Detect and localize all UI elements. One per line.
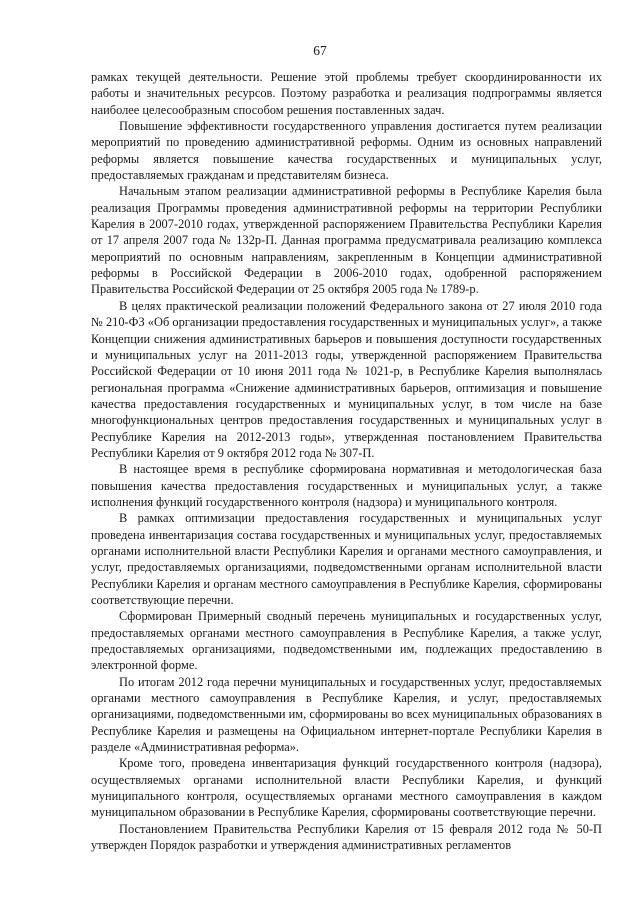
paragraph-federal-law-210: В целях практической реализации положений Федерального закона от 27 июля 2010 года № 210-ФЗ «Об организации предоставления государственных и муниципальных услуг», а также Концепции снижения административных барьеров и повышения доступности государственных и муниципальных услуг на 2011-2013 годы, утвержденной распоряжением Правительства Российской Федерации от 10 июня 2011 года № 1021-р, в Республике Карелия выполнялась региональная программа «Снижение административных барьеров, оптимизация и повышение качества предоставления государственных и муниципальных услуг, в том числе на базе многофункциональных центров предоставления государственных и муниципальных услуг в Республике Карелия на 2012-2013 годы», утвержденная постановлением Правительства Республики Карелия от 9 октября 2012 года № 307-П. (91, 298, 602, 460)
paragraph-regulations-order: Постановлением Правительства Республики Карелия от 15 февраля 2012 года № 50-П утвержден Порядок разработки и утверждения административных регламентов (91, 821, 602, 853)
paragraph-services-inventory: В рамках оптимизации предоставления государственных и муниципальных услуг проведена инвентаризация состава государственных и муниципальных услуг, предоставляемых органами исполнительной власти Республики Карелия и органами местного самоуправления, и услуг, предоставляемых организациями, подведомственными органам исполнительной власти Республики Карелия и органам местного самоуправления в Республике Карелия, сформированы соответствующие перечни. (91, 511, 602, 607)
paragraph-normative-base: В настоящее время в республике сформирована нормативная и методологическая база повышения качества предоставления государственных и муниципальных услуг, а также исполнения функций государственного контроля (надзора) и муниципального контроля. (91, 462, 602, 509)
paragraph-continuation: рамках текущей деятельности. Решение этой проблемы требует скоординированности их работы и значительных ресурсов. Поэтому разработка и реализация подпрограммы является наиболее целесообразным способом решения поставленных задач. (91, 70, 602, 117)
page-number: 67 (313, 43, 327, 58)
paragraph-summary-list: Сформирован Примерный сводный перечень муниципальных и государственных услуг, предоставляемых органами местного самоуправления в Республике Карелия, а также услуг, предоставляемых организациями, подведомственными им, подлежащих предоставлению в электронной форме. (91, 609, 602, 673)
paragraph-admin-reform-efficiency: Повышение эффективности государственного управления достигается путем реализации мероприятий по проведению административной реформы. Одним из основных направлений реформы является повышение качества государственных и муниципальных услуг, предоставляемых гражданам и представителям бизнеса. (91, 119, 602, 183)
paragraph-2012-results: По итогам 2012 года перечни муниципальных и государственных услуг, предоставляемых органами местного самоуправления в Республике Карелия, и услуг, предоставляемых организациями, подведомственными им, сформированы во всех муниципальных образованиях в Республике Карелия и размещены на Официальном интернет-портале Республики Карелия в разделе «Административная реформа». (91, 674, 602, 755)
document-body (91, 69, 602, 854)
paragraph-initial-stage: Начальным этапом реализации административной реформы в Республике Карелия была реализация Программы проведения административной реформы на территории Республики Карелия в 2007-2010 годах, утвержденной распоряжением Правительства Республики Карелия от 17 апреля 2007 года № 132р-П. Данная программа предусматривала реализацию комплекса мероприятий по основным направлениям, закрепленным в Концепции административной реформы в Российской Федерации в 2006-2010 годах, одобренной распоряжением Правительства Российской Федерации от 25 октября 2005 года № 1789-р. (91, 184, 602, 297)
paragraph-control-functions: Кроме того, проведена инвентаризация функций государственного контроля (надзора), осуществляемых органами исполнительной власти Республики Карелия, и функций муниципального контроля, осуществляемых органами местного самоуправления в каждом муниципальном образовании в Республике Карелия, сформированы соответствующие перечни. (91, 756, 602, 820)
